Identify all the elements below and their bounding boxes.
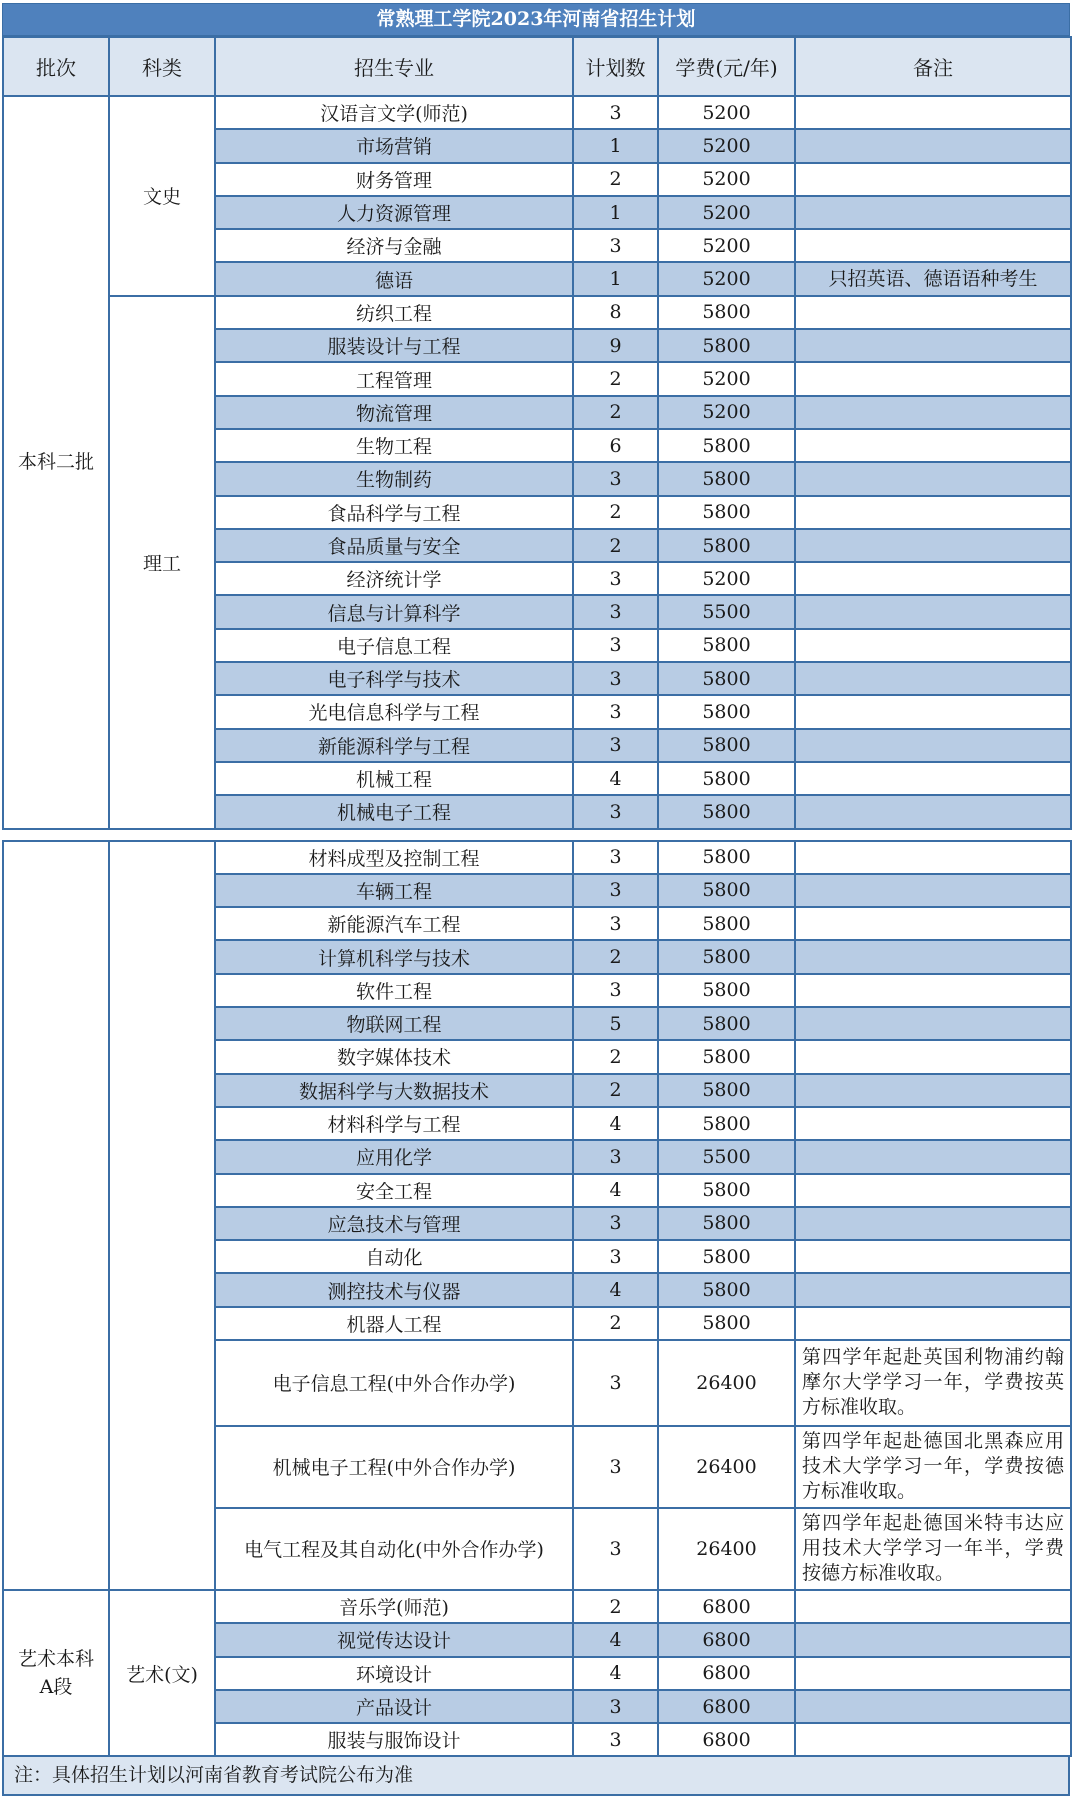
plan-count-cell: 4 — [573, 1657, 658, 1690]
plan-count-cell: 3 — [573, 1690, 658, 1723]
plan-count-cell: 3 — [573, 795, 658, 828]
major-cell: 服装与服饰设计 — [215, 1723, 573, 1756]
major-cell: 食品质量与安全 — [215, 529, 573, 562]
tuition-fee-cell: 26400 — [658, 1340, 795, 1426]
major-cell: 服装设计与工程 — [215, 329, 573, 362]
tuition-fee-cell: 26400 — [658, 1426, 795, 1508]
plan-count-cell: 3 — [573, 1207, 658, 1240]
major-cell: 德语 — [215, 262, 573, 295]
tuition-fee-cell: 5800 — [658, 841, 795, 874]
tuition-fee-cell: 5800 — [658, 795, 795, 828]
major-cell: 信息与计算科学 — [215, 595, 573, 628]
tuition-fee-cell: 5200 — [658, 129, 795, 162]
plan-count-cell: 3 — [573, 695, 658, 728]
tuition-fee-cell: 5800 — [658, 462, 795, 495]
plan-count-cell: 2 — [573, 1590, 658, 1623]
batch-cell: 艺术本科A段 — [3, 1590, 109, 1756]
plan-count-cell: 9 — [573, 329, 658, 362]
tuition-fee-cell: 5800 — [658, 762, 795, 795]
remark-cell — [795, 1007, 1071, 1040]
remark-cell — [795, 595, 1071, 628]
tuition-fee-cell: 5800 — [658, 496, 795, 529]
tuition-fee-cell: 5800 — [658, 1007, 795, 1040]
tuition-fee-cell: 5800 — [658, 1207, 795, 1240]
remark-cell — [795, 974, 1071, 1007]
plan-count-cell: 3 — [573, 462, 658, 495]
remark-cell — [795, 163, 1071, 196]
remark-cell — [795, 129, 1071, 162]
major-cell: 光电信息科学与工程 — [215, 695, 573, 728]
plan-count-cell: 4 — [573, 1174, 658, 1207]
tuition-fee-cell: 5200 — [658, 196, 795, 229]
major-cell: 市场营销 — [215, 129, 573, 162]
tuition-fee-cell: 5800 — [658, 729, 795, 762]
header-fee: 学费(元/年) — [658, 37, 795, 96]
header-batch: 批次 — [3, 37, 109, 96]
remark-cell — [795, 1074, 1071, 1107]
remark-cell — [795, 695, 1071, 728]
major-cell: 环境设计 — [215, 1657, 573, 1690]
tuition-fee-cell: 5200 — [658, 262, 795, 295]
tuition-fee-cell: 5200 — [658, 229, 795, 262]
plan-count-cell: 1 — [573, 196, 658, 229]
category-cell: 文史 — [109, 96, 215, 296]
major-cell: 财务管理 — [215, 163, 573, 196]
header-major: 招生专业 — [215, 37, 573, 96]
major-cell: 产品设计 — [215, 1690, 573, 1723]
tuition-fee-cell: 5800 — [658, 1240, 795, 1273]
plan-count-cell: 2 — [573, 496, 658, 529]
plan-count-cell: 2 — [573, 396, 658, 429]
tuition-fee-cell: 5800 — [658, 429, 795, 462]
plan-count-cell: 2 — [573, 362, 658, 395]
header-row — [3, 37, 1071, 96]
remark-cell — [795, 1040, 1071, 1073]
major-cell: 纺织工程 — [215, 296, 573, 329]
major-cell: 软件工程 — [215, 974, 573, 1007]
major-cell: 电气工程及其自动化(中外合作办学) — [215, 1508, 573, 1590]
tuition-fee-cell: 6800 — [658, 1657, 795, 1690]
major-cell: 材料成型及控制工程 — [215, 841, 573, 874]
tuition-fee-cell: 6800 — [658, 1590, 795, 1623]
remark-cell — [795, 1240, 1071, 1273]
header-category: 科类 — [109, 37, 215, 96]
plan-count-cell: 3 — [573, 662, 658, 695]
major-cell: 机器人工程 — [215, 1307, 573, 1340]
remark-cell — [795, 907, 1071, 940]
remark-cell — [795, 329, 1071, 362]
plan-count-cell: 4 — [573, 1623, 658, 1656]
plan-count-cell: 2 — [573, 529, 658, 562]
tuition-fee-cell: 5800 — [658, 662, 795, 695]
tuition-fee-cell: 5800 — [658, 1107, 795, 1140]
major-cell: 工程管理 — [215, 362, 573, 395]
remark-cell — [795, 296, 1071, 329]
major-cell: 经济统计学 — [215, 562, 573, 595]
plan-count-cell: 1 — [573, 262, 658, 295]
plan-count-cell: 3 — [573, 841, 658, 874]
major-cell: 人力资源管理 — [215, 196, 573, 229]
table-row — [3, 1590, 1071, 1623]
table-row — [3, 296, 1071, 329]
plan-count-cell: 3 — [573, 229, 658, 262]
plan-count-cell: 3 — [573, 562, 658, 595]
remark-cell — [795, 1107, 1071, 1140]
remark-cell — [795, 229, 1071, 262]
plan-count-cell: 3 — [573, 1240, 658, 1273]
plan-table-part2 — [2, 840, 1072, 1758]
footer-note: 注：具体招生计划以河南省教育考试院公布为准 — [2, 1757, 1070, 1796]
remark-cell — [795, 841, 1071, 874]
tuition-fee-cell: 5200 — [658, 396, 795, 429]
tuition-fee-cell: 5800 — [658, 874, 795, 907]
tuition-fee-cell: 6800 — [658, 1690, 795, 1723]
remark-cell — [795, 1207, 1071, 1240]
tuition-fee-cell: 26400 — [658, 1508, 795, 1590]
major-cell: 生物制药 — [215, 462, 573, 495]
plan-count-cell: 5 — [573, 1007, 658, 1040]
major-cell: 数字媒体技术 — [215, 1040, 573, 1073]
tuition-fee-cell: 6800 — [658, 1723, 795, 1756]
plan-table-part1 — [2, 36, 1072, 830]
category-cell: 艺术(文) — [109, 1590, 215, 1756]
plan-count-cell: 3 — [573, 1723, 658, 1756]
plan-count-cell: 2 — [573, 163, 658, 196]
tuition-fee-cell: 5800 — [658, 296, 795, 329]
plan-count-cell: 3 — [573, 874, 658, 907]
header-note: 备注 — [795, 37, 1071, 96]
remark-cell — [795, 429, 1071, 462]
major-cell: 自动化 — [215, 1240, 573, 1273]
plan-count-cell: 3 — [573, 629, 658, 662]
plan-count-cell: 3 — [573, 1508, 658, 1590]
major-cell: 安全工程 — [215, 1174, 573, 1207]
major-cell: 车辆工程 — [215, 874, 573, 907]
remark-cell: 第四学年起赴德国北黑森应用技术大学学习一年，学费按德方标准收取。 — [795, 1426, 1071, 1508]
batch-cell-continued — [3, 841, 109, 1590]
major-cell: 物联网工程 — [215, 1007, 573, 1040]
tuition-fee-cell: 5800 — [658, 329, 795, 362]
remark-cell — [795, 462, 1071, 495]
tuition-fee-cell: 5800 — [658, 1307, 795, 1340]
remark-cell — [795, 729, 1071, 762]
plan-count-cell: 3 — [573, 729, 658, 762]
plan-count-cell: 4 — [573, 1107, 658, 1140]
major-cell: 应用化学 — [215, 1140, 573, 1173]
remark-cell — [795, 1174, 1071, 1207]
remark-cell — [795, 1273, 1071, 1306]
table-row — [3, 96, 1071, 129]
plan-count-cell: 3 — [573, 96, 658, 129]
remark-cell — [795, 795, 1071, 828]
remark-cell — [795, 1690, 1071, 1723]
tuition-fee-cell: 5800 — [658, 1174, 795, 1207]
remark-cell — [795, 940, 1071, 973]
major-cell: 数据科学与大数据技术 — [215, 1074, 573, 1107]
major-cell: 视觉传达设计 — [215, 1623, 573, 1656]
major-cell: 材料科学与工程 — [215, 1107, 573, 1140]
plan-count-cell: 2 — [573, 1040, 658, 1073]
major-cell: 经济与金融 — [215, 229, 573, 262]
major-cell: 电子信息工程(中外合作办学) — [215, 1340, 573, 1426]
remark-cell — [795, 1590, 1071, 1623]
remark-cell — [795, 1657, 1071, 1690]
enrollment-plan-document — [2, 3, 1070, 1796]
major-cell: 音乐学(师范) — [215, 1590, 573, 1623]
major-cell: 应急技术与管理 — [215, 1207, 573, 1240]
major-cell: 机械电子工程 — [215, 795, 573, 828]
plan-count-cell: 3 — [573, 1340, 658, 1426]
major-cell: 物流管理 — [215, 396, 573, 429]
plan-count-cell: 4 — [573, 762, 658, 795]
plan-count-cell: 8 — [573, 296, 658, 329]
category-cell: 理工 — [109, 296, 215, 829]
major-cell: 测控技术与仪器 — [215, 1273, 573, 1306]
remark-cell — [795, 96, 1071, 129]
major-cell: 电子科学与技术 — [215, 662, 573, 695]
remark-cell — [795, 629, 1071, 662]
major-cell: 新能源科学与工程 — [215, 729, 573, 762]
tuition-fee-cell: 5200 — [658, 562, 795, 595]
tuition-fee-cell: 5800 — [658, 940, 795, 973]
remark-cell — [795, 1723, 1071, 1756]
major-cell: 电子信息工程 — [215, 629, 573, 662]
tuition-fee-cell: 6800 — [658, 1623, 795, 1656]
tuition-fee-cell: 5800 — [658, 1074, 795, 1107]
tuition-fee-cell: 5500 — [658, 595, 795, 628]
remark-cell — [795, 874, 1071, 907]
tuition-fee-cell: 5800 — [658, 907, 795, 940]
tuition-fee-cell: 5800 — [658, 1273, 795, 1306]
tuition-fee-cell: 5800 — [658, 695, 795, 728]
plan-count-cell: 3 — [573, 1426, 658, 1508]
plan-count-cell: 4 — [573, 1273, 658, 1306]
remark-cell — [795, 1307, 1071, 1340]
plan-count-cell: 2 — [573, 940, 658, 973]
remark-cell — [795, 1623, 1071, 1656]
remark-cell — [795, 662, 1071, 695]
plan-count-cell: 3 — [573, 595, 658, 628]
plan-count-cell: 1 — [573, 129, 658, 162]
major-cell: 机械电子工程(中外合作办学) — [215, 1426, 573, 1508]
remark-cell — [795, 396, 1071, 429]
tuition-fee-cell: 5800 — [658, 974, 795, 1007]
major-cell: 新能源汽车工程 — [215, 907, 573, 940]
tuition-fee-cell: 5800 — [658, 529, 795, 562]
plan-count-cell: 2 — [573, 1074, 658, 1107]
remark-cell — [795, 496, 1071, 529]
major-cell: 汉语言文学(师范) — [215, 96, 573, 129]
remark-cell: 第四学年起赴德国米特韦达应用技术大学学习一年半，学费按德方标准收取。 — [795, 1508, 1071, 1590]
tuition-fee-cell: 5200 — [658, 96, 795, 129]
batch-cell: 本科二批 — [3, 96, 109, 829]
plan-count-cell: 2 — [573, 1307, 658, 1340]
plan-count-cell: 3 — [573, 1140, 658, 1173]
major-cell: 生物工程 — [215, 429, 573, 462]
remark-cell: 只招英语、德语语种考生 — [795, 262, 1071, 295]
remark-cell — [795, 1140, 1071, 1173]
document-title: 常熟理工学院2023年河南省招生计划 — [2, 3, 1070, 36]
tuition-fee-cell: 5200 — [658, 163, 795, 196]
category-cell-continued — [109, 841, 215, 1590]
plan-count-cell: 3 — [573, 974, 658, 1007]
table-row — [3, 841, 1071, 874]
tuition-fee-cell: 5800 — [658, 629, 795, 662]
plan-count-cell: 3 — [573, 907, 658, 940]
remark-cell — [795, 529, 1071, 562]
remark-cell — [795, 762, 1071, 795]
remark-cell — [795, 362, 1071, 395]
major-cell: 计算机科学与技术 — [215, 940, 573, 973]
tuition-fee-cell: 5200 — [658, 362, 795, 395]
remark-cell — [795, 562, 1071, 595]
major-cell: 食品科学与工程 — [215, 496, 573, 529]
tuition-fee-cell: 5500 — [658, 1140, 795, 1173]
header-plan: 计划数 — [573, 37, 658, 96]
major-cell: 机械工程 — [215, 762, 573, 795]
remark-cell — [795, 196, 1071, 229]
plan-count-cell: 6 — [573, 429, 658, 462]
remark-cell: 第四学年起赴英国利物浦约翰摩尔大学学习一年，学费按英方标准收取。 — [795, 1340, 1071, 1426]
tuition-fee-cell: 5800 — [658, 1040, 795, 1073]
